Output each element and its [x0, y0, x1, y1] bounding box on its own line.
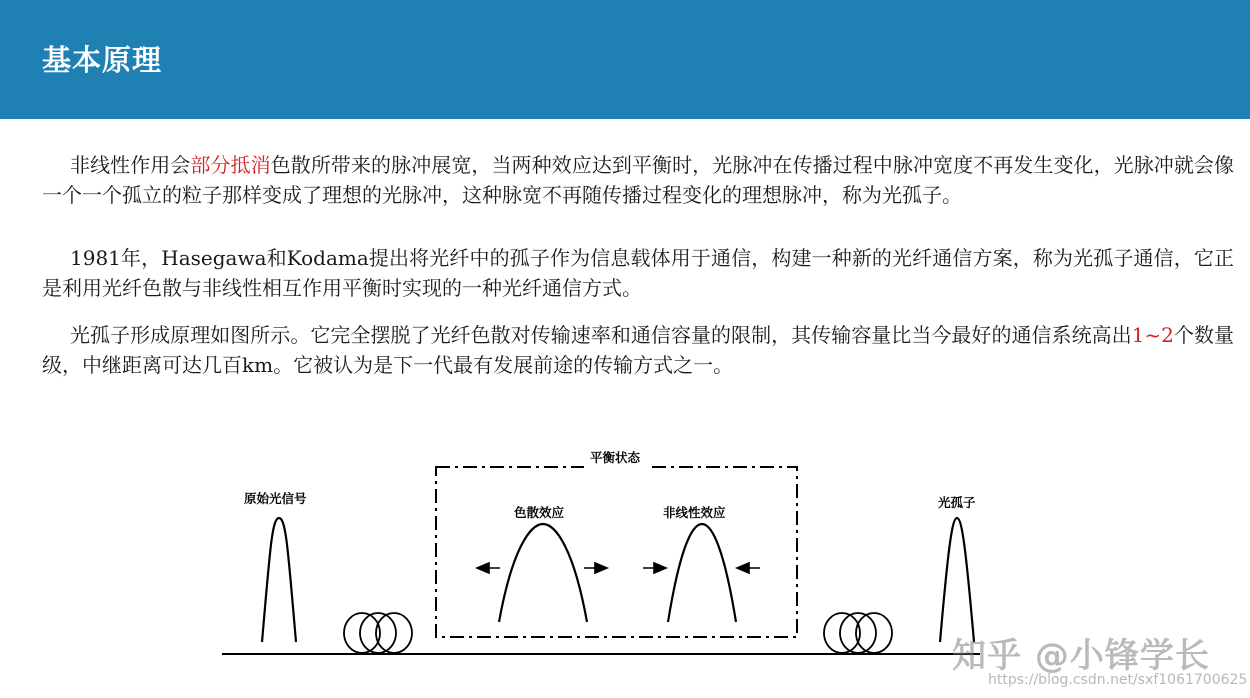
balance-box — [436, 467, 797, 637]
original-pulse — [262, 518, 296, 642]
paragraph-principle — [42, 320, 1234, 380]
slide-header — [0, 0, 1250, 119]
zhihu-watermark: 知乎 @小锋学长 — [952, 636, 1210, 676]
paragraph-soliton-definition — [42, 150, 1234, 210]
nonlinear-arrows — [643, 563, 760, 573]
label-balance: 平衡状态 — [590, 450, 641, 465]
nonlinear-pulse — [668, 524, 736, 622]
label-dispersion: 色散效应 — [514, 505, 565, 520]
p1-text-before: 非线性作用会 — [70, 153, 191, 177]
p3-text-after: 个数量级，中继距离可达几百km。它被认为是下一代最有发展前途的传输方式之一。 — [42, 323, 1235, 377]
label-soliton: 光孤子 — [938, 495, 976, 510]
dispersion-arrows — [477, 563, 607, 573]
paragraph-history: 1981年，Hasegawa和Kodama提出将光纤中的孤子作为信息载体用于通信，构建一种新的光纤通信方案，称为光孤子通信，它正是利用光纤色散与非线性相互作用平衡时实现的一种光纤通信方式。 — [42, 246, 1234, 300]
p3-text-before: 光孤子形成原理如图所示。它完全摆脱了光纤色散对传输速率和通信容量的限制，其传输容量比当今最好的通信系统高出 — [70, 323, 1132, 347]
p1-text-after: 色散所带来的脉冲展宽，当两种效应达到平衡时，光脉冲在传播过程中脉冲宽度不再发生变化，光脉冲就会像一个一个孤立的粒子那样变成了理想的光脉冲，这种脉宽不再随传播过程变化的理想脉冲，称为光孤子。 — [42, 153, 1235, 207]
p1-highlight: 部分抵消 — [190, 153, 271, 177]
label-original-signal: 原始光信号 — [244, 491, 307, 506]
soliton-pulse — [940, 518, 974, 642]
csdn-watermark-url: https://blog.csdn.net/sxf1061700625 — [988, 672, 1248, 688]
fiber-coil-left — [344, 613, 412, 653]
fiber-coil-right — [824, 613, 892, 653]
slide-title: 基本原理 — [42, 43, 163, 77]
label-nonlinear: 非线性效应 — [663, 505, 726, 520]
p3-highlight: 1~2 — [1131, 323, 1174, 347]
dispersion-pulse — [499, 524, 587, 622]
